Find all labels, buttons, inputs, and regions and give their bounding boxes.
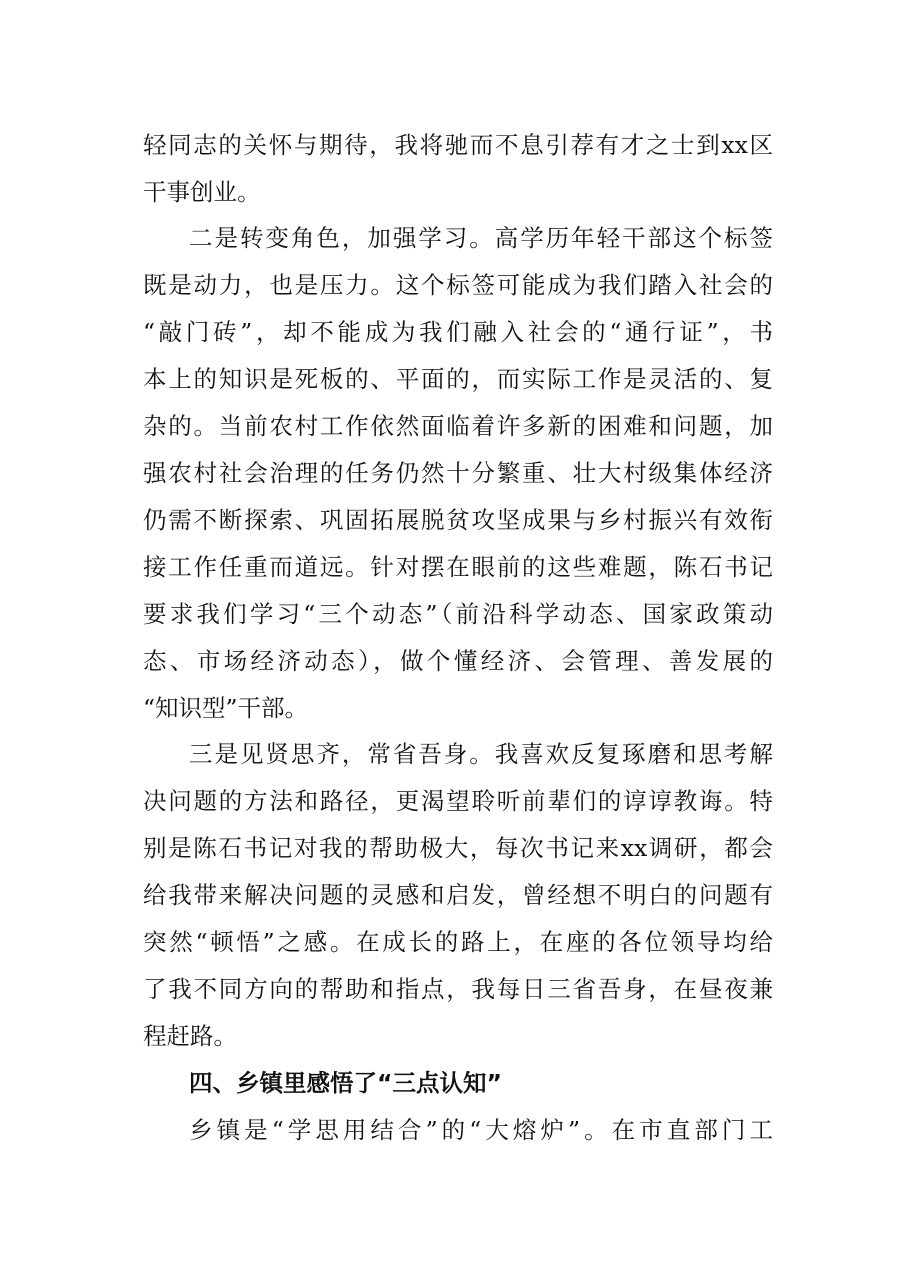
paragraph-line: 三是见贤思齐，常省吾身。我喜欢反复琢磨和思考解 bbox=[189, 740, 773, 768]
paragraph-line: 决问题的方法和路径，更渴望聆听前辈们的谆谆教诲。特 bbox=[143, 787, 773, 815]
paragraph-line: 二是转变角色，加强学习。高学历年轻干部这个标签 bbox=[189, 224, 773, 252]
paragraph-line: 乡镇是“学思用结合”的“大熔炉”。在市直部门工 bbox=[189, 1116, 773, 1144]
paragraph-line: 既是动力，也是压力。这个标签可能成为我们踏入社会的 bbox=[143, 271, 773, 299]
paragraph-line: “敲门砖”，却不能成为我们融入社会的“通行证”，书 bbox=[143, 318, 773, 346]
paragraph-line: 别是陈石书记对我的帮助极大，每次书记来xx调研，都会 bbox=[143, 834, 773, 862]
section-heading: 四、乡镇里感悟了“三点认知” bbox=[189, 1069, 502, 1097]
paragraph-line: 程赶路。 bbox=[143, 1022, 237, 1050]
paragraph-line: 突然“顿悟”之感。在成长的路上，在座的各位领导均给 bbox=[143, 928, 773, 956]
paragraph-line: 强农村社会治理的任务仍然十分繁重、壮大村级集体经济 bbox=[143, 459, 773, 487]
paragraph-line: 轻同志的关怀与期待，我将驰而不息引荐有才之士到xx区 bbox=[143, 131, 773, 159]
paragraph-line: 干事创业。 bbox=[143, 178, 261, 206]
paragraph-line: 了我不同方向的帮助和指点，我每日三省吾身，在昼夜兼 bbox=[143, 975, 773, 1003]
paragraph-line: 本上的知识是死板的、平面的，而实际工作是灵活的、复 bbox=[143, 365, 773, 393]
paragraph-line: 仍需不断探索、巩固拓展脱贫攻坚成果与乡村振兴有效衔 bbox=[143, 506, 773, 534]
paragraph-line: 给我带来解决问题的灵感和启发，曾经想不明白的问题有 bbox=[143, 881, 773, 909]
paragraph-line: “知识型”干部。 bbox=[143, 694, 309, 722]
paragraph-line: 杂的。当前农村工作依然面临着许多新的困难和问题，加 bbox=[143, 412, 773, 440]
paragraph-line: 态、市场经济动态），做个懂经济、会管理、善发展的 bbox=[143, 647, 773, 675]
paragraph-line: 接工作任重而道远。针对摆在眼前的这些难题，陈石书记 bbox=[143, 553, 773, 581]
paragraph-line: 要求我们学习“三个动态”（前沿科学动态、国家政策动 bbox=[143, 600, 773, 628]
